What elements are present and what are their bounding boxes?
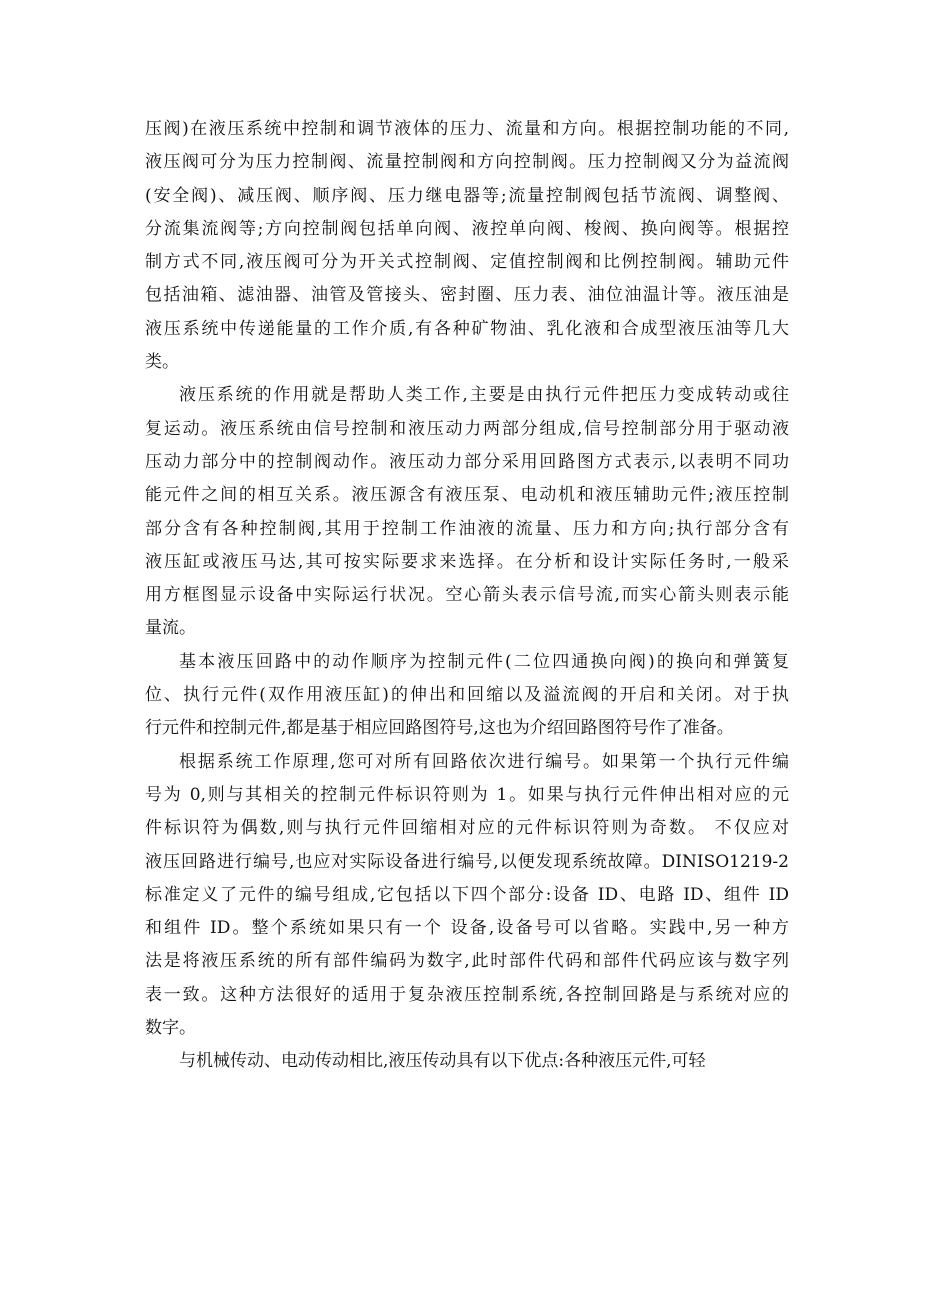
document-body [145, 113, 789, 1079]
text-line: 液压阀可分为压力控制阀、流量控制阀和方向控制阀。压力控制阀又分为益流阀 [145, 152, 789, 173]
text-line: 类。 [145, 352, 179, 373]
text-line: 位、执行元件(双作用液压缸)的伸出和回缩以及溢流阀的开启和关闭。对于执 [145, 685, 789, 706]
paragraph-numbering [145, 746, 789, 1046]
text-line: 制方式不同,液压阀可分为开关式控制阀、定值控制阀和比例控制阀。辅助元件 [145, 252, 789, 273]
text-line: 能元件之间的相互关系。液压源含有液压泵、电动机和液压辅助元件;液压控制 [145, 485, 789, 506]
text-line: 根据系统工作原理,您可对所有回路依次进行编号。如果第一个执行元件编 [179, 751, 789, 772]
text-line: 包括油箱、滤油器、油管及管接头、密封圈、压力表、油位油温计等。液压油是 [145, 285, 789, 306]
text-line: 分流集流阀等;方向控制阀包括单向阀、液控单向阀、梭阀、换向阀等。根据控 [145, 218, 789, 239]
text-line: 压阀)在液压系统中控制和调节液体的压力、流量和方向。根据控制功能的不同, [145, 119, 789, 139]
text-line: 量流。 [145, 618, 196, 639]
paragraph-action-sequence [145, 646, 789, 746]
text-line: (安全阀)、减压阀、顺序阀、压力继电器等;流量控制阀包括节流阀、调整阀、 [145, 185, 789, 206]
text-line: 液压系统中传递能量的工作介质,有各种矿物油、乳化液和合成型液压油等几大 [145, 318, 789, 339]
text-line: 件标识符为偶数,则与执行元件回缩相对应的元件标识符则为奇数。 不仅应对 [145, 818, 789, 839]
text-line: 基本液压回路中的动作顺序为控制元件(二位四通换向阀)的换向和弹簧复 [179, 651, 789, 672]
text-line: 复运动。液压系统由信号控制和液压动力两部分组成,信号控制部分用于驱动液 [145, 418, 789, 439]
text-line: 数字。 [145, 1018, 196, 1039]
text-line: 液压回路进行编号,也应对实际设备进行编号,以便发现系统故障。DINISO1219-2 [145, 851, 789, 872]
text-line: 液压系统的作用就是帮助人类工作,主要是由执行元件把压力变成转动或往 [179, 385, 789, 406]
text-line: 用方框图显示设备中实际运行状况。空心箭头表示信号流,而实心箭头则表示能 [145, 585, 789, 606]
text-line: 和组件 ID。整个系统如果只有一个 设备,设备号可以省略。实践中,另一种方 [145, 918, 789, 939]
text-line: 压动力部分中的控制阀动作。液压动力部分采用回路图方式表示,以表明不同功 [145, 451, 789, 472]
text-line: 法是将液压系统的所有部件编码为数字,此时部件代码和部件代码应该与数字列 [145, 951, 789, 972]
text-line: 表一致。这种方法很好的适用于复杂液压控制系统,各控制回路是与系统对应的 [145, 984, 789, 1005]
paragraph-valve-types [145, 113, 789, 379]
text-line: 行元件和控制元件,都是基于相应回路图符号,这也为介绍回路图符号作了准备。 [145, 718, 734, 739]
text-line: 标准定义了元件的编号组成,它包括以下四个部分:设备 ID、电路 ID、组件 ID [145, 884, 789, 905]
text-line: 与机械传动、电动传动相比,液压传动具有以下优点:各种液压元件,可轻 [179, 1051, 706, 1072]
paragraph-system-function [145, 379, 789, 645]
text-line: 号为 0,则与其相关的控制元件标识符则为 1。如果与执行元件伸出相对应的元 [145, 784, 789, 805]
text-line: 液压缸或液压马达,其可按实际要求来选择。在分析和设计实际任务时,一般采 [145, 551, 789, 572]
text-line: 部分含有各种控制阀,其用于控制工作油液的流量、压力和方向;执行部分含有 [145, 518, 789, 539]
paragraph-advantages [145, 1045, 789, 1078]
